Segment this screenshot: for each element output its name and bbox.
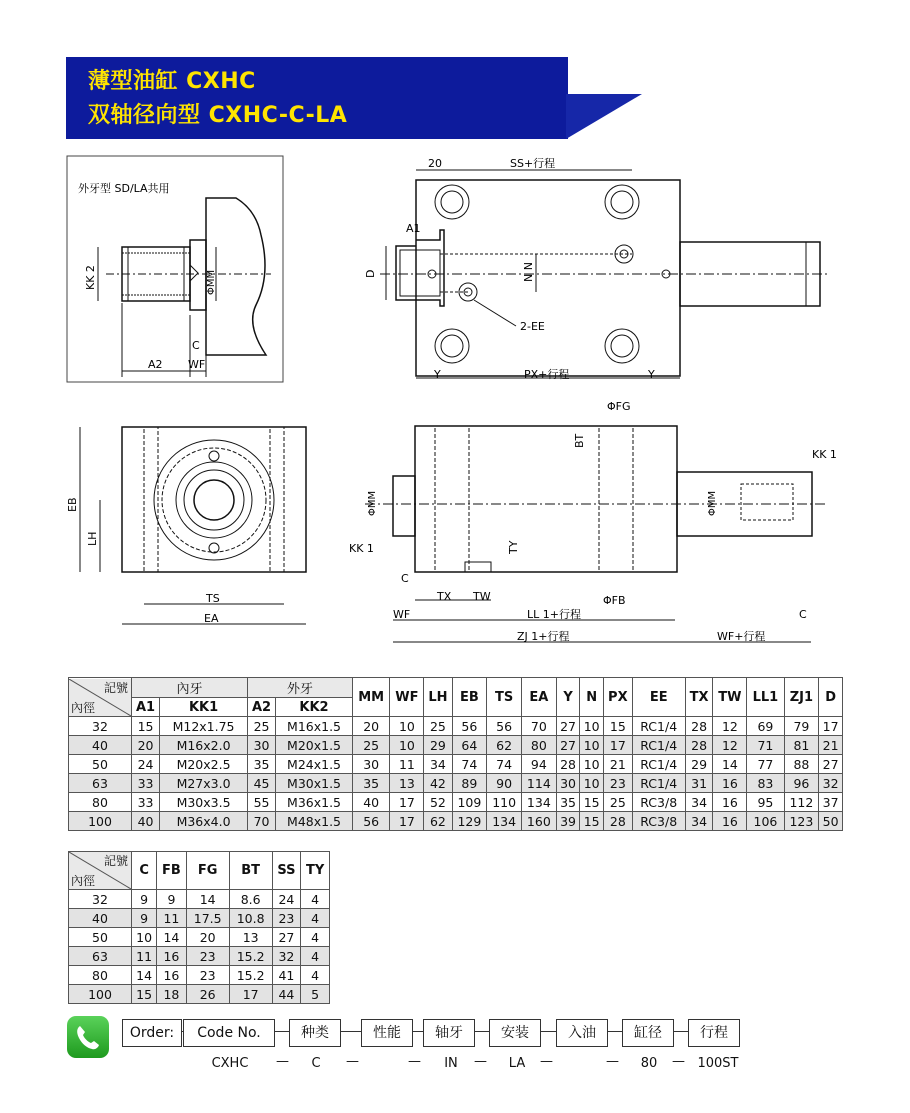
- table1-cell: 24: [132, 755, 160, 774]
- table1-cell: 74: [452, 755, 487, 774]
- table1-cell: 71: [747, 736, 784, 755]
- order-connector: [341, 1031, 361, 1032]
- table1-subheader: A2: [248, 698, 276, 717]
- side-kk1-right-label: KK 1: [812, 448, 837, 461]
- table2-cell: 40: [69, 909, 132, 928]
- table2-cell: 15.2: [229, 966, 272, 985]
- table1-subheader: KK1: [160, 698, 248, 717]
- detail-a2-label: A2: [148, 358, 163, 371]
- table1-cell: 15: [580, 812, 604, 831]
- table1-cell: 62: [487, 736, 522, 755]
- table2-cell: 13: [229, 928, 272, 947]
- table2-row: [69, 890, 330, 909]
- side-zj1-label: ZJ 1+行程: [517, 630, 570, 643]
- table2-cell: 9: [132, 890, 157, 909]
- table1-cell: 11: [390, 755, 424, 774]
- order-dash: —: [276, 1054, 289, 1069]
- table1-cell: 31: [685, 774, 713, 793]
- table2-row: [69, 928, 330, 947]
- table1-cell: 29: [685, 755, 713, 774]
- order-value: 80: [640, 1056, 658, 1071]
- table1-cell: 109: [452, 793, 487, 812]
- order-dash: —: [474, 1054, 487, 1069]
- side-c-right-label: C: [799, 608, 807, 621]
- top-a1-label: A1: [406, 222, 421, 235]
- table1-cell: 42: [424, 774, 452, 793]
- table2-header: FB: [157, 852, 187, 890]
- table1-cell: 106: [747, 812, 784, 831]
- table1-header: N: [580, 678, 604, 717]
- table1-cell: 32: [69, 717, 132, 736]
- table2-corner-bottom: 內徑: [71, 874, 96, 888]
- order-value: 100ST: [697, 1056, 739, 1071]
- table1-subheader: KK2: [276, 698, 353, 717]
- table2-cell: 18: [157, 985, 187, 1004]
- table2-cell: 16: [157, 947, 187, 966]
- table1-cell: 80: [69, 793, 132, 812]
- table1-cell: 28: [685, 717, 713, 736]
- table2-row: [69, 909, 330, 928]
- table1-cell: 14: [713, 755, 747, 774]
- side-kk1-left-label: KK 1: [349, 542, 374, 555]
- table1-cell: 25: [248, 717, 276, 736]
- table1-cell: 114: [521, 774, 556, 793]
- table1-cell: 34: [685, 793, 713, 812]
- end-lh-label: LH: [86, 531, 99, 546]
- table1-cell: 21: [603, 755, 632, 774]
- table1-cell: M36x1.5: [276, 793, 353, 812]
- table1-cell: 52: [424, 793, 452, 812]
- table2-header: C: [132, 852, 157, 890]
- table1-cell: 30: [248, 736, 276, 755]
- table1-cell: 50: [819, 812, 843, 831]
- table1-cell: 12: [713, 717, 747, 736]
- table2-cell: 26: [186, 985, 229, 1004]
- order-box: Code No.: [183, 1019, 275, 1047]
- table2-header: FG: [186, 852, 229, 890]
- table1-header: Y: [556, 678, 580, 717]
- table1-cell: 16: [713, 793, 747, 812]
- table1-cell: 17: [390, 793, 424, 812]
- table1-cell: 160: [521, 812, 556, 831]
- table1-cell: 80: [521, 736, 556, 755]
- top-y-left-label: Y: [434, 368, 441, 381]
- table1-cell: 83: [747, 774, 784, 793]
- table1-cell: 56: [452, 717, 487, 736]
- detail-c-label: C: [192, 339, 200, 352]
- table1-cell: M27x3.0: [160, 774, 248, 793]
- table2-cell: 10: [132, 928, 157, 947]
- top-ss-label: SS+行程: [510, 157, 556, 170]
- table1-cell: 45: [248, 774, 276, 793]
- order-dash: —: [606, 1054, 619, 1069]
- table1-cell: 32: [819, 774, 843, 793]
- table1-header: LL1: [747, 678, 784, 717]
- table1-cell: 17: [603, 736, 632, 755]
- table1-cell: 25: [424, 717, 452, 736]
- table1-cell: 12: [713, 736, 747, 755]
- table1-cell: M20x2.5: [160, 755, 248, 774]
- table1-cell: RC1/4: [632, 755, 685, 774]
- table1-cell: 30: [556, 774, 580, 793]
- order-dash: —: [672, 1054, 685, 1069]
- table1-row: [69, 717, 843, 736]
- table2-cell: 32: [69, 890, 132, 909]
- table2-cell: 14: [186, 890, 229, 909]
- order-connector: [182, 1031, 183, 1032]
- side-ty-label: TY: [507, 540, 520, 554]
- end-ts-label: TS: [206, 592, 220, 605]
- table2-cell: 32: [272, 947, 301, 966]
- table2-cell: 9: [157, 890, 187, 909]
- table1-cell: 10: [390, 717, 424, 736]
- end-view-drawing: [66, 412, 316, 632]
- table2-cell: 10.8: [229, 909, 272, 928]
- side-tx-label: TX: [437, 590, 452, 603]
- table1-group-internal: 內牙: [132, 678, 248, 698]
- title-line-1: 薄型油缸 CXHC: [88, 69, 256, 94]
- table1-header: MM: [352, 678, 390, 717]
- table2-cell: 4: [301, 966, 330, 985]
- order-box: 行程: [688, 1019, 740, 1047]
- order-value: IN: [444, 1056, 458, 1071]
- table1-cell: 56: [487, 717, 522, 736]
- order-value: C: [311, 1056, 321, 1071]
- table1-cell: M16x2.0: [160, 736, 248, 755]
- table2-cell: 63: [69, 947, 132, 966]
- table1-row: [69, 812, 843, 831]
- top-nn-label: N N: [522, 262, 535, 282]
- table2-cell: 9: [132, 909, 157, 928]
- order-connector: [475, 1031, 489, 1032]
- order-box: 轴牙: [423, 1019, 475, 1047]
- table1-row: [69, 755, 843, 774]
- table1-cell: 63: [69, 774, 132, 793]
- table1-cell: 110: [487, 793, 522, 812]
- side-wf-label: WF: [393, 608, 411, 621]
- table1-cell: M12x1.75: [160, 717, 248, 736]
- table1-cell: 129: [452, 812, 487, 831]
- table1-cell: RC3/8: [632, 793, 685, 812]
- table2-header: BT: [229, 852, 272, 890]
- table1-cell: 34: [424, 755, 452, 774]
- end-ea-label: EA: [204, 612, 219, 625]
- table1-cell: 17: [390, 812, 424, 831]
- order-dash: —: [346, 1054, 359, 1069]
- table1-header: WF: [390, 678, 424, 717]
- table1-cell: 20: [132, 736, 160, 755]
- table1-cell: 28: [685, 736, 713, 755]
- table1-cell: 17: [819, 717, 843, 736]
- table1-cell: 123: [784, 812, 819, 831]
- table1-cell: 40: [352, 793, 390, 812]
- table1-cell: RC3/8: [632, 812, 685, 831]
- table1-header: EB: [452, 678, 487, 717]
- table1-row: [69, 793, 843, 812]
- header-decoration: [566, 94, 642, 139]
- table1-cell: 89: [452, 774, 487, 793]
- table1-cell: 10: [390, 736, 424, 755]
- table1-cell: 10: [580, 717, 604, 736]
- table2-cell: 23: [186, 966, 229, 985]
- order-box: 种类: [289, 1019, 341, 1047]
- table1-cell: RC1/4: [632, 774, 685, 793]
- side-wf-right-label: WF+行程: [717, 630, 766, 643]
- order-box: Order:: [122, 1019, 182, 1047]
- table1-corner-top: 記號: [103, 680, 128, 695]
- end-eb-label: EB: [66, 497, 79, 512]
- table1-cell: 25: [603, 793, 632, 812]
- table1-subheader: A1: [132, 698, 160, 717]
- table1-row: [69, 774, 843, 793]
- table2-header: SS: [272, 852, 301, 890]
- table1-cell: 15: [580, 793, 604, 812]
- table1-cell: 55: [248, 793, 276, 812]
- table1-row: [69, 736, 843, 755]
- table1-cell: M30x3.5: [160, 793, 248, 812]
- table1-cell: 35: [248, 755, 276, 774]
- table1-cell: 40: [69, 736, 132, 755]
- table2-cell: 16: [157, 966, 187, 985]
- table1-cell: 15: [603, 717, 632, 736]
- order-dash: —: [540, 1054, 553, 1069]
- table1-cell: 30: [352, 755, 390, 774]
- table1-cell: M48x1.5: [276, 812, 353, 831]
- table2-row: [69, 966, 330, 985]
- top-px-label: PX+行程: [524, 368, 570, 381]
- phone-icon: [67, 1016, 109, 1058]
- table1-cell: 69: [747, 717, 784, 736]
- table1-cell: 10: [580, 736, 604, 755]
- table1-cell: RC1/4: [632, 717, 685, 736]
- table1-cell: 20: [352, 717, 390, 736]
- side-bt-label: BT: [573, 433, 586, 448]
- table2-cell: 17: [229, 985, 272, 1004]
- table1-cell: 95: [747, 793, 784, 812]
- order-connector: [413, 1031, 423, 1032]
- side-mm-left-label: ΦMM: [367, 490, 378, 516]
- table1-cell: RC1/4: [632, 736, 685, 755]
- spec-table-main: [68, 677, 843, 831]
- side-c-left-label: C: [401, 572, 409, 585]
- order-connector: [541, 1031, 556, 1032]
- table1-header: EE: [632, 678, 685, 717]
- table1-cell: 16: [713, 812, 747, 831]
- table1-cell: 25: [352, 736, 390, 755]
- table1-cell: 27: [819, 755, 843, 774]
- table2-cell: 4: [301, 928, 330, 947]
- table1-cell: M30x1.5: [276, 774, 353, 793]
- table2-header: TY: [301, 852, 330, 890]
- table1-cell: 50: [69, 755, 132, 774]
- table1-cell: 90: [487, 774, 522, 793]
- top-d-label: D: [364, 269, 377, 278]
- table1-cell: 134: [487, 812, 522, 831]
- side-ll1-label: LL 1+行程: [527, 608, 581, 621]
- table2-cell: 100: [69, 985, 132, 1004]
- table1-cell: 70: [248, 812, 276, 831]
- table2-corner: [69, 852, 132, 890]
- table1-corner: [69, 678, 132, 717]
- table1-cell: 10: [580, 774, 604, 793]
- side-tw-label: TW: [473, 590, 491, 603]
- order-dash: —: [408, 1054, 421, 1069]
- table1-header: TW: [713, 678, 747, 717]
- table2-cell: 80: [69, 966, 132, 985]
- table1-cell: 88: [784, 755, 819, 774]
- table1-cell: 16: [713, 774, 747, 793]
- detail-kk2-label: KK 2: [84, 265, 97, 290]
- table1-header: LH: [424, 678, 452, 717]
- table2-row: [69, 947, 330, 966]
- top-dim-20: 20: [428, 157, 442, 170]
- table1-corner-bottom: 內徑: [71, 700, 96, 715]
- order-box: 性能: [361, 1019, 413, 1047]
- table1-cell: 112: [784, 793, 819, 812]
- table1-cell: 10: [580, 755, 604, 774]
- table2-cell: 24: [272, 890, 301, 909]
- table1-cell: M24x1.5: [276, 755, 353, 774]
- order-connector: [275, 1031, 289, 1032]
- table2-cell: 14: [157, 928, 187, 947]
- table2-corner-top: 記號: [103, 854, 128, 868]
- table1-cell: 64: [452, 736, 487, 755]
- order-value: LA: [508, 1056, 526, 1071]
- title-line-2: 双轴径向型 CXHC-C-LA: [88, 103, 348, 128]
- table1-cell: M36x4.0: [160, 812, 248, 831]
- table1-cell: 62: [424, 812, 452, 831]
- table1-cell: 94: [521, 755, 556, 774]
- table2-cell: 4: [301, 909, 330, 928]
- table1-cell: 15: [132, 717, 160, 736]
- table2-cell: 41: [272, 966, 301, 985]
- top-ee-label: 2-EE: [520, 320, 545, 333]
- top-view-drawing: [350, 150, 840, 390]
- table1-cell: 79: [784, 717, 819, 736]
- table2-cell: 27: [272, 928, 301, 947]
- table1-cell: 29: [424, 736, 452, 755]
- table1-cell: 77: [747, 755, 784, 774]
- table2-cell: 23: [186, 947, 229, 966]
- table1-header: EA: [521, 678, 556, 717]
- table1-header: PX: [603, 678, 632, 717]
- spec-table-secondary: [68, 851, 330, 1004]
- order-box: 安装: [489, 1019, 541, 1047]
- table1-cell: 23: [603, 774, 632, 793]
- detail-external-thread-drawing: [66, 155, 286, 385]
- table1-cell: 34: [685, 812, 713, 831]
- table1-cell: M20x1.5: [276, 736, 353, 755]
- table1-cell: 37: [819, 793, 843, 812]
- table1-cell: 134: [521, 793, 556, 812]
- table2-cell: 4: [301, 890, 330, 909]
- table1-cell: M16x1.5: [276, 717, 353, 736]
- table2-cell: 50: [69, 928, 132, 947]
- table2-cell: 15: [132, 985, 157, 1004]
- table1-cell: 40: [132, 812, 160, 831]
- table1-cell: 81: [784, 736, 819, 755]
- table2-cell: 15.2: [229, 947, 272, 966]
- table1-cell: 21: [819, 736, 843, 755]
- order-value: CXHC: [211, 1056, 249, 1071]
- table2-row: [69, 985, 330, 1004]
- order-box: 缸径: [622, 1019, 674, 1047]
- detail-wf-label: WF: [188, 358, 206, 371]
- table1-header: ZJ1: [784, 678, 819, 717]
- table1-cell: 27: [556, 717, 580, 736]
- table1-group-external: 外牙: [248, 678, 353, 698]
- table2-cell: 23: [272, 909, 301, 928]
- table2-cell: 14: [132, 966, 157, 985]
- table2-cell: 20: [186, 928, 229, 947]
- table1-cell: 33: [132, 793, 160, 812]
- table2-cell: 11: [157, 909, 187, 928]
- table1-cell: 28: [556, 755, 580, 774]
- side-fg-label: ΦFG: [607, 400, 631, 413]
- order-connector: [608, 1031, 622, 1032]
- table2-cell: 11: [132, 947, 157, 966]
- detail-caption: 外牙型 SD/LA共用: [78, 182, 170, 195]
- table1-cell: 27: [556, 736, 580, 755]
- top-y-right-label: Y: [648, 368, 655, 381]
- side-mm-right-label: ΦMM: [707, 490, 718, 516]
- order-connector: [674, 1031, 688, 1032]
- table1-cell: 13: [390, 774, 424, 793]
- table1-cell: 35: [556, 793, 580, 812]
- table1-cell: 28: [603, 812, 632, 831]
- table1-cell: 100: [69, 812, 132, 831]
- table2-cell: 4: [301, 947, 330, 966]
- table1-header: TS: [487, 678, 522, 717]
- table2-cell: 17.5: [186, 909, 229, 928]
- table2-cell: 44: [272, 985, 301, 1004]
- table1-cell: 33: [132, 774, 160, 793]
- table1-cell: 39: [556, 812, 580, 831]
- side-view-drawing: [345, 398, 840, 648]
- table1-cell: 74: [487, 755, 522, 774]
- table1-header: D: [819, 678, 843, 717]
- table1-cell: 96: [784, 774, 819, 793]
- table2-cell: 5: [301, 985, 330, 1004]
- side-fb-label: ΦFB: [603, 594, 626, 607]
- table1-cell: 56: [352, 812, 390, 831]
- table2-cell: 8.6: [229, 890, 272, 909]
- table1-header: TX: [685, 678, 713, 717]
- table1-cell: 70: [521, 717, 556, 736]
- order-box: 入油: [556, 1019, 608, 1047]
- detail-mm-label: ΦMM: [206, 269, 217, 295]
- table1-cell: 35: [352, 774, 390, 793]
